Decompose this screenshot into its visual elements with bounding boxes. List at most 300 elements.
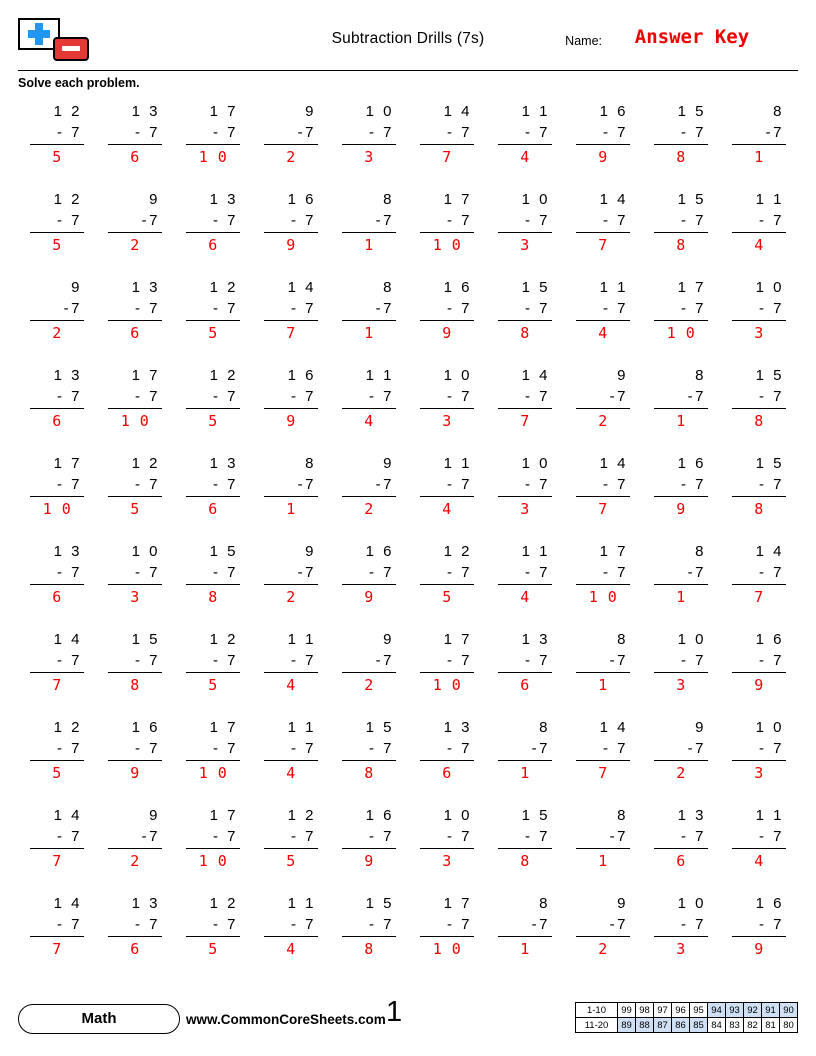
subtrahend: - 7 [212, 388, 238, 405]
problem-stack [30, 624, 84, 697]
minuend: 1 2 [209, 367, 238, 384]
subtrahend: - 7 [602, 212, 628, 229]
answer-value[interactable]: 6 [208, 500, 218, 518]
name-label: Name: [565, 34, 602, 48]
problem-cell [486, 184, 564, 272]
answer-value[interactable]: 9 [286, 236, 296, 254]
subtrahend: - 7 [290, 212, 316, 229]
minuend: 1 7 [209, 807, 238, 824]
answer-value[interactable]: 5 [52, 764, 62, 782]
answer-value[interactable]: 2 [364, 500, 374, 518]
answer-value[interactable]: 8 [676, 236, 686, 254]
minuend: 1 7 [443, 191, 472, 208]
problem-cell [252, 272, 330, 360]
problem-cell [486, 448, 564, 536]
answer-value[interactable]: 1 [676, 412, 686, 430]
answer-value[interactable]: 5 [286, 852, 296, 870]
problem-stack [654, 184, 708, 257]
answer-value[interactable]: 2 [364, 676, 374, 694]
answer-value[interactable]: 8 [364, 940, 374, 958]
answer-value[interactable]: 2 [676, 764, 686, 782]
subtrahend: - 7 [446, 916, 472, 933]
minuend: 1 3 [53, 543, 82, 560]
answer-value[interactable]: 6 [52, 412, 62, 430]
minuend: 8 [305, 455, 316, 472]
problem-stack [108, 184, 162, 257]
minuend: 1 2 [287, 807, 316, 824]
problem-stack [654, 536, 708, 609]
answer-value[interactable]: 8 [130, 676, 140, 694]
problem-cell [96, 184, 174, 272]
problem-cell [96, 536, 174, 624]
answer-value[interactable]: 3 [676, 940, 686, 958]
problem-cell [486, 536, 564, 624]
answer-value[interactable]: 4 [754, 852, 764, 870]
scale-cell: 89 [618, 1018, 636, 1033]
answer-value[interactable]: 1 0 [666, 324, 696, 342]
subtrahend: - 7 [758, 212, 784, 229]
answer-value[interactable]: 1 [754, 148, 764, 166]
problem-stack [30, 800, 84, 873]
problem-cell [642, 184, 720, 272]
minuend: 1 0 [131, 543, 160, 560]
answer-value[interactable]: 7 [520, 412, 530, 430]
answer-value[interactable]: 1 [520, 764, 530, 782]
problem-stack [264, 360, 318, 433]
minuend: 1 3 [521, 631, 550, 648]
problem-cell [564, 272, 642, 360]
minuend: 1 1 [443, 455, 472, 472]
minuend: 1 7 [209, 103, 238, 120]
scale-cell: 95 [690, 1003, 708, 1018]
subtrahend: - 7 [446, 212, 472, 229]
minuend: 1 5 [677, 191, 706, 208]
subtrahend: -7 [531, 740, 550, 757]
problem-stack [654, 888, 708, 961]
answer-value[interactable]: 5 [208, 324, 218, 342]
subtrahend: - 7 [758, 828, 784, 845]
subtrahend: - 7 [56, 652, 82, 669]
problem-cell [486, 96, 564, 184]
problem-stack [342, 96, 396, 169]
subtrahend: - 7 [212, 564, 238, 581]
problem-stack [576, 360, 630, 433]
problem-stack [498, 184, 552, 257]
answer-value[interactable]: 9 [364, 852, 374, 870]
answer-value[interactable]: 5 [208, 676, 218, 694]
answer-value[interactable]: 2 [130, 236, 140, 254]
answer-value[interactable]: 1 [598, 852, 608, 870]
problem-cell [564, 360, 642, 448]
answer-value[interactable]: 1 [676, 588, 686, 606]
answer-value[interactable]: 4 [442, 500, 452, 518]
subtrahend: - 7 [290, 300, 316, 317]
answer-value[interactable]: 3 [754, 764, 764, 782]
problem-stack [342, 360, 396, 433]
answer-value[interactable]: 9 [754, 676, 764, 694]
minuend: 1 4 [599, 191, 628, 208]
answer-value[interactable]: 3 [442, 412, 452, 430]
minuend: 1 5 [755, 367, 784, 384]
subtrahend: -7 [609, 828, 628, 845]
subtrahend: -7 [609, 652, 628, 669]
answer-value[interactable]: 5 [208, 412, 218, 430]
answer-value[interactable]: 4 [364, 412, 374, 430]
answer-value[interactable]: 7 [598, 500, 608, 518]
answer-value[interactable]: 3 [364, 148, 374, 166]
answer-value[interactable]: 3 [442, 852, 452, 870]
minuend: 8 [539, 719, 550, 736]
minuend: 1 1 [755, 807, 784, 824]
minuend: 8 [773, 103, 784, 120]
problem-cell [18, 448, 96, 536]
problem-cell [174, 888, 252, 976]
problem-stack [654, 360, 708, 433]
problem-cell [252, 536, 330, 624]
minuend: 1 1 [365, 367, 394, 384]
problem-stack [654, 96, 708, 169]
answer-value[interactable]: 1 0 [588, 588, 618, 606]
answer-value[interactable]: 4 [598, 324, 608, 342]
subtrahend: - 7 [212, 916, 238, 933]
problem-stack [30, 712, 84, 785]
answer-value[interactable]: 5 [208, 940, 218, 958]
subtrahend: - 7 [290, 740, 316, 757]
subtrahend: - 7 [212, 476, 238, 493]
problem-cell [564, 448, 642, 536]
answer-value[interactable]: 2 [286, 148, 296, 166]
answer-value[interactable]: 4 [286, 676, 296, 694]
subtrahend: - 7 [446, 652, 472, 669]
answer-value[interactable]: 5 [442, 588, 452, 606]
minuend: 8 [383, 191, 394, 208]
answer-value[interactable]: 8 [676, 148, 686, 166]
problem-stack [654, 712, 708, 785]
problem-stack [498, 96, 552, 169]
problem-cell [174, 536, 252, 624]
problem-stack [654, 624, 708, 697]
answer-value[interactable]: 5 [52, 236, 62, 254]
subtrahend: -7 [531, 916, 550, 933]
subtrahend: - 7 [134, 652, 160, 669]
problem-cell [18, 800, 96, 888]
answer-value[interactable]: 2 [52, 324, 62, 342]
problem-stack [186, 96, 240, 169]
problem-stack [108, 712, 162, 785]
answer-value[interactable]: 1 [598, 676, 608, 694]
subtrahend: - 7 [758, 388, 784, 405]
problem-cell [720, 96, 798, 184]
subtrahend: - 7 [602, 564, 628, 581]
minuend: 9 [305, 103, 316, 120]
minuend: 1 0 [677, 895, 706, 912]
minuend: 1 1 [287, 719, 316, 736]
problem-stack [498, 712, 552, 785]
answer-value[interactable]: 1 0 [432, 676, 462, 694]
problem-cell [252, 888, 330, 976]
minuend: 1 6 [287, 191, 316, 208]
subtrahend: - 7 [56, 916, 82, 933]
answer-value[interactable]: 4 [754, 236, 764, 254]
problem-stack [576, 448, 630, 521]
answer-value[interactable]: 6 [520, 676, 530, 694]
minuend: 9 [383, 631, 394, 648]
answer-value[interactable]: 9 [598, 148, 608, 166]
answer-value[interactable]: 7 [442, 148, 452, 166]
answer-value[interactable]: 7 [754, 588, 764, 606]
subtrahend: - 7 [368, 916, 394, 933]
problem-cell [252, 800, 330, 888]
answer-value[interactable]: 8 [520, 324, 530, 342]
subtrahend: - 7 [446, 124, 472, 141]
answer-value[interactable]: 8 [754, 412, 764, 430]
subject-badge: Math [18, 1004, 180, 1034]
minuend: 1 0 [521, 191, 550, 208]
minuend: 1 2 [209, 279, 238, 296]
answer-value[interactable]: 3 [520, 500, 530, 518]
minuend: 1 6 [755, 895, 784, 912]
minuend: 1 7 [53, 455, 82, 472]
answer-value[interactable]: 1 0 [120, 412, 150, 430]
answer-value[interactable]: 8 [520, 852, 530, 870]
problem-stack [264, 448, 318, 521]
answer-value[interactable]: 6 [130, 940, 140, 958]
minuend: 1 6 [365, 807, 394, 824]
problem-cell [18, 624, 96, 712]
problem-stack [342, 888, 396, 961]
scale-cell: 80 [780, 1018, 798, 1033]
minuend: 1 2 [53, 103, 82, 120]
answer-value[interactable]: 1 0 [42, 500, 72, 518]
problem-stack [420, 360, 474, 433]
answer-value[interactable]: 7 [598, 236, 608, 254]
answer-value[interactable]: 6 [208, 236, 218, 254]
minuend: 1 7 [677, 279, 706, 296]
answer-value[interactable]: 4 [286, 764, 296, 782]
answer-value[interactable]: 6 [52, 588, 62, 606]
answer-value[interactable]: 7 [286, 324, 296, 342]
subtrahend: -7 [375, 212, 394, 229]
answer-value[interactable]: 8 [208, 588, 218, 606]
minuend: 1 6 [131, 719, 160, 736]
minuend: 1 1 [521, 543, 550, 560]
answer-value[interactable]: 3 [130, 588, 140, 606]
answer-value[interactable]: 2 [286, 588, 296, 606]
answer-value[interactable]: 1 0 [432, 940, 462, 958]
problem-cell [408, 184, 486, 272]
subtrahend: - 7 [680, 124, 706, 141]
answer-value[interactable]: 4 [520, 148, 530, 166]
problem-cell [18, 536, 96, 624]
minuend: 1 7 [131, 367, 160, 384]
answer-value[interactable]: 1 0 [432, 236, 462, 254]
problem-stack [186, 184, 240, 257]
answer-value[interactable]: 2 [598, 940, 608, 958]
answer-value[interactable]: 1 0 [198, 148, 228, 166]
scale-cell: 84 [708, 1018, 726, 1033]
problem-cell [408, 888, 486, 976]
problem-stack [576, 712, 630, 785]
problem-stack [264, 800, 318, 873]
problem-cell [330, 800, 408, 888]
answer-value[interactable]: 8 [364, 764, 374, 782]
problem-cell [642, 272, 720, 360]
answer-value[interactable]: 4 [286, 940, 296, 958]
subtrahend: - 7 [758, 564, 784, 581]
problem-stack [420, 96, 474, 169]
scale-cell: 94 [708, 1003, 726, 1018]
answer-value[interactable]: 9 [364, 588, 374, 606]
problem-cell [330, 448, 408, 536]
problem-stack [654, 800, 708, 873]
answer-value[interactable]: 5 [52, 148, 62, 166]
answer-value[interactable]: 4 [520, 588, 530, 606]
answer-value[interactable]: 8 [754, 500, 764, 518]
problem-cell [174, 272, 252, 360]
website-url: www.CommonCoreSheets.com [186, 1012, 386, 1027]
minuend: 1 3 [131, 103, 160, 120]
problem-stack [732, 536, 786, 609]
answer-value[interactable]: 5 [130, 500, 140, 518]
minuend: 1 6 [287, 367, 316, 384]
answer-value[interactable]: 9 [676, 500, 686, 518]
subtrahend: - 7 [758, 300, 784, 317]
problem-cell [642, 448, 720, 536]
answer-value[interactable]: 6 [442, 764, 452, 782]
answer-value[interactable]: 7 [52, 940, 62, 958]
answer-value[interactable]: 9 [754, 940, 764, 958]
subtrahend: - 7 [524, 476, 550, 493]
minuend: 8 [617, 807, 628, 824]
problem-stack [576, 624, 630, 697]
subtrahend: - 7 [524, 388, 550, 405]
subtrahend: - 7 [758, 652, 784, 669]
problem-cell [18, 184, 96, 272]
minuend: 1 1 [521, 103, 550, 120]
subtrahend: - 7 [446, 564, 472, 581]
subtrahend: - 7 [368, 740, 394, 757]
problem-cell [642, 96, 720, 184]
subtrahend: - 7 [290, 828, 316, 845]
problem-stack [342, 184, 396, 257]
subtrahend: - 7 [56, 828, 82, 845]
problem-stack [264, 272, 318, 345]
subtrahend: - 7 [368, 564, 394, 581]
answer-value[interactable]: 3 [520, 236, 530, 254]
problem-stack [732, 272, 786, 345]
minuend: 1 1 [599, 279, 628, 296]
answer-value[interactable]: 1 [286, 500, 296, 518]
problem-cell [486, 624, 564, 712]
problem-cell [720, 360, 798, 448]
minuend: 1 0 [755, 279, 784, 296]
problem-stack [498, 624, 552, 697]
problem-stack [576, 272, 630, 345]
minuend: 1 5 [521, 807, 550, 824]
answer-value[interactable]: 9 [286, 412, 296, 430]
answer-value[interactable]: 3 [676, 676, 686, 694]
answer-value[interactable]: 6 [130, 148, 140, 166]
answer-value[interactable]: 1 [520, 940, 530, 958]
problem-cell [408, 448, 486, 536]
problem-cell [720, 800, 798, 888]
minuend: 1 4 [755, 543, 784, 560]
problem-stack [108, 536, 162, 609]
minuend: 1 1 [287, 895, 316, 912]
minuend: 1 5 [365, 895, 394, 912]
answer-value[interactable]: 1 0 [198, 852, 228, 870]
answer-value[interactable]: 6 [130, 324, 140, 342]
problem-stack [420, 800, 474, 873]
subtrahend: - 7 [368, 828, 394, 845]
subtrahend: - 7 [680, 916, 706, 933]
subtrahend: - 7 [56, 476, 82, 493]
problem-cell [720, 272, 798, 360]
problem-cell [174, 624, 252, 712]
problem-cell [252, 624, 330, 712]
answer-value[interactable]: 1 [364, 236, 374, 254]
answer-value[interactable]: 7 [52, 852, 62, 870]
problem-stack [186, 800, 240, 873]
answer-value[interactable]: 1 [364, 324, 374, 342]
answer-value[interactable]: 7 [598, 764, 608, 782]
problem-cell [96, 888, 174, 976]
problem-cell [330, 888, 408, 976]
problem-cell [174, 448, 252, 536]
problem-cell [330, 624, 408, 712]
problem-stack [108, 800, 162, 873]
subtrahend: - 7 [56, 740, 82, 757]
answer-value[interactable]: 1 0 [198, 764, 228, 782]
subtrahend: -7 [141, 212, 160, 229]
scale-cell: 93 [726, 1003, 744, 1018]
problem-cell [252, 96, 330, 184]
answer-value[interactable]: 9 [130, 764, 140, 782]
problem-stack [576, 184, 630, 257]
problem-cell [408, 712, 486, 800]
problem-stack [342, 800, 396, 873]
minuend: 1 2 [131, 455, 160, 472]
answer-value[interactable]: 6 [676, 852, 686, 870]
answer-value[interactable]: 2 [130, 852, 140, 870]
problem-cell [330, 712, 408, 800]
subtrahend: - 7 [134, 916, 160, 933]
minuend: 1 1 [287, 631, 316, 648]
minuend: 1 0 [755, 719, 784, 736]
problem-stack [654, 272, 708, 345]
problem-stack [342, 712, 396, 785]
subtrahend: - 7 [56, 388, 82, 405]
answer-value[interactable]: 2 [598, 412, 608, 430]
subtrahend: - 7 [602, 476, 628, 493]
problem-stack [732, 888, 786, 961]
problem-stack [264, 536, 318, 609]
answer-value[interactable]: 7 [52, 676, 62, 694]
problem-stack [654, 448, 708, 521]
worksheet-header [18, 14, 798, 72]
minuend: 1 4 [53, 631, 82, 648]
scale-cell: 83 [726, 1018, 744, 1033]
minuend: 1 2 [209, 631, 238, 648]
problem-cell [642, 888, 720, 976]
minuend: 1 2 [53, 191, 82, 208]
subtrahend: - 7 [524, 124, 550, 141]
problem-stack [732, 624, 786, 697]
answer-value[interactable]: 9 [442, 324, 452, 342]
problem-stack [108, 360, 162, 433]
problem-grid [18, 96, 798, 976]
answer-value[interactable]: 3 [754, 324, 764, 342]
